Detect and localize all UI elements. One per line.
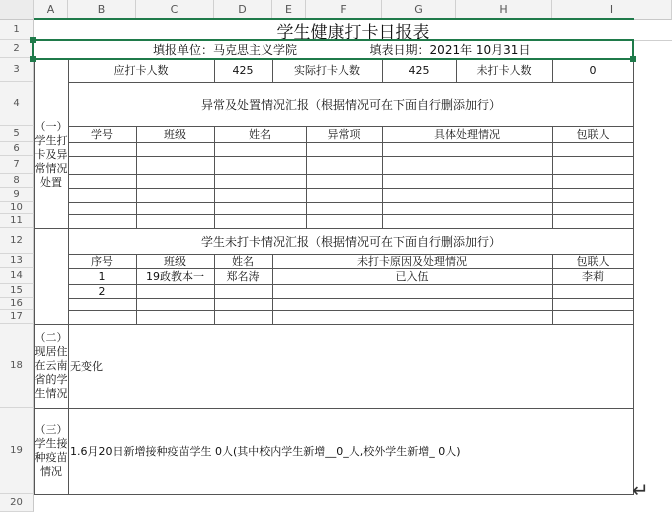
s2-header-contact[interactable]: 包联人 [576,255,610,268]
row-header-9[interactable]: 9 [0,188,34,202]
cell-selection [32,39,634,60]
report-title[interactable]: 学生健康打卡日报表 [276,22,430,40]
s2-header-name[interactable]: 姓名 [232,255,254,268]
unit-label: 填报单位： [152,42,213,57]
s2-row1-class[interactable]: 19政教本一 [146,270,204,283]
actual-count-label[interactable]: 实际打卡人数 [294,64,360,77]
section4-content[interactable]: 1.6月20日新增接种疫苗学生 0人(其中校内学生新增__0_人,校外学生新增_ 0人) [70,445,461,458]
row-header-17[interactable]: 17 [0,310,34,324]
row-header-3[interactable]: 3 [0,58,34,82]
row-header-11[interactable]: 11 [0,214,34,228]
row-header-19[interactable]: 19 [0,408,34,494]
row-header-6[interactable]: 6 [0,142,34,156]
s2-row2-contact[interactable] [552,284,634,298]
col-header-f[interactable]: F [306,0,382,20]
section1-heading[interactable]: 异常及处置情况汇报（根据情况可在下面自行删添加行） [200,97,501,112]
row-header-20[interactable]: 20 [0,494,34,512]
section1-side-label[interactable]: （一）学生打卡及异常情况处置 [34,120,68,189]
row-header-12[interactable]: 12 [0,228,34,254]
selection-handle-bottom-left[interactable] [30,56,36,62]
selection-handle-top-left[interactable] [30,37,36,43]
selection-top-edge [34,18,634,21]
section4-side-label[interactable]: （三）学生接种疫苗情况 [34,423,68,478]
s1-header-contact[interactable]: 包联人 [576,128,610,141]
s2-row2-no[interactable]: 2 [98,284,106,298]
s2-header-reason[interactable]: 未打卡原因及处理情况 [357,255,467,268]
row-header-7[interactable]: 7 [0,156,34,174]
row-header-8[interactable]: 8 [0,174,34,188]
actual-count-value[interactable]: 425 [408,63,430,77]
col-header-b[interactable]: B [68,0,136,20]
col-header-d[interactable]: D [214,0,272,20]
row-header-16[interactable]: 16 [0,298,34,310]
s1-header-abnormal[interactable]: 异常项 [327,128,361,141]
col-header-a[interactable]: A [34,0,68,20]
date-label: 填表日期： [369,42,430,57]
col-header-h[interactable]: H [456,0,552,20]
s2-row1-reason[interactable]: 已入伍 [395,270,429,283]
s2-row1-contact[interactable]: 李莉 [582,270,604,283]
s1-header-class[interactable]: 班级 [164,128,186,141]
section3-content[interactable]: 无变化 [70,360,103,373]
s2-header-class[interactable]: 班级 [164,255,186,268]
return-arrow-icon: ↵ [632,478,649,502]
due-count-label[interactable]: 应打卡人数 [113,64,169,77]
section3-side-label[interactable]: （二）现居住在云南省的学生情况 [34,331,68,400]
missing-count-value[interactable]: 0 [589,63,597,77]
s2-row2-reason[interactable] [272,284,552,298]
col-header-c[interactable]: C [136,0,214,20]
s2-row2-name[interactable] [214,284,272,298]
missing-count-label[interactable]: 未打卡人数 [476,64,532,77]
row-header-10[interactable]: 10 [0,202,34,214]
row-header-5[interactable]: 5 [0,126,34,142]
s2-row1-no[interactable]: 1 [98,269,106,283]
s2-row2-class[interactable] [136,284,214,298]
date-value: 2021年 10月31日 [429,42,531,57]
row-header-15[interactable]: 15 [0,284,34,298]
unit-value: 马克思主义学院 [213,42,298,57]
s2-header-no[interactable]: 序号 [91,255,113,268]
selection-handle-fill[interactable] [630,56,636,62]
row-header-18[interactable]: 18 [0,324,34,408]
col-header-g[interactable]: G [382,0,456,20]
s1-header-student-id[interactable]: 学号 [91,128,113,141]
row-header-14[interactable]: 14 [0,268,34,284]
s1-header-handling[interactable]: 具体处理情况 [434,128,500,141]
row-header-13[interactable]: 13 [0,254,34,268]
row-header-4[interactable]: 4 [0,82,34,126]
col-header-e[interactable]: E [272,0,306,20]
select-all-corner[interactable] [0,0,34,20]
row-header-2[interactable]: 2 [0,40,34,58]
s2-row1-name[interactable]: 郑名涛 [226,270,260,283]
section2-heading[interactable]: 学生未打卡情况汇报（根据情况可在下面自行删添加行） [200,234,501,249]
due-count-value[interactable]: 425 [232,63,254,77]
col-header-i[interactable]: I [552,0,672,20]
row-header-1[interactable]: 1 [0,20,34,40]
s1-header-name[interactable]: 姓名 [249,128,271,141]
